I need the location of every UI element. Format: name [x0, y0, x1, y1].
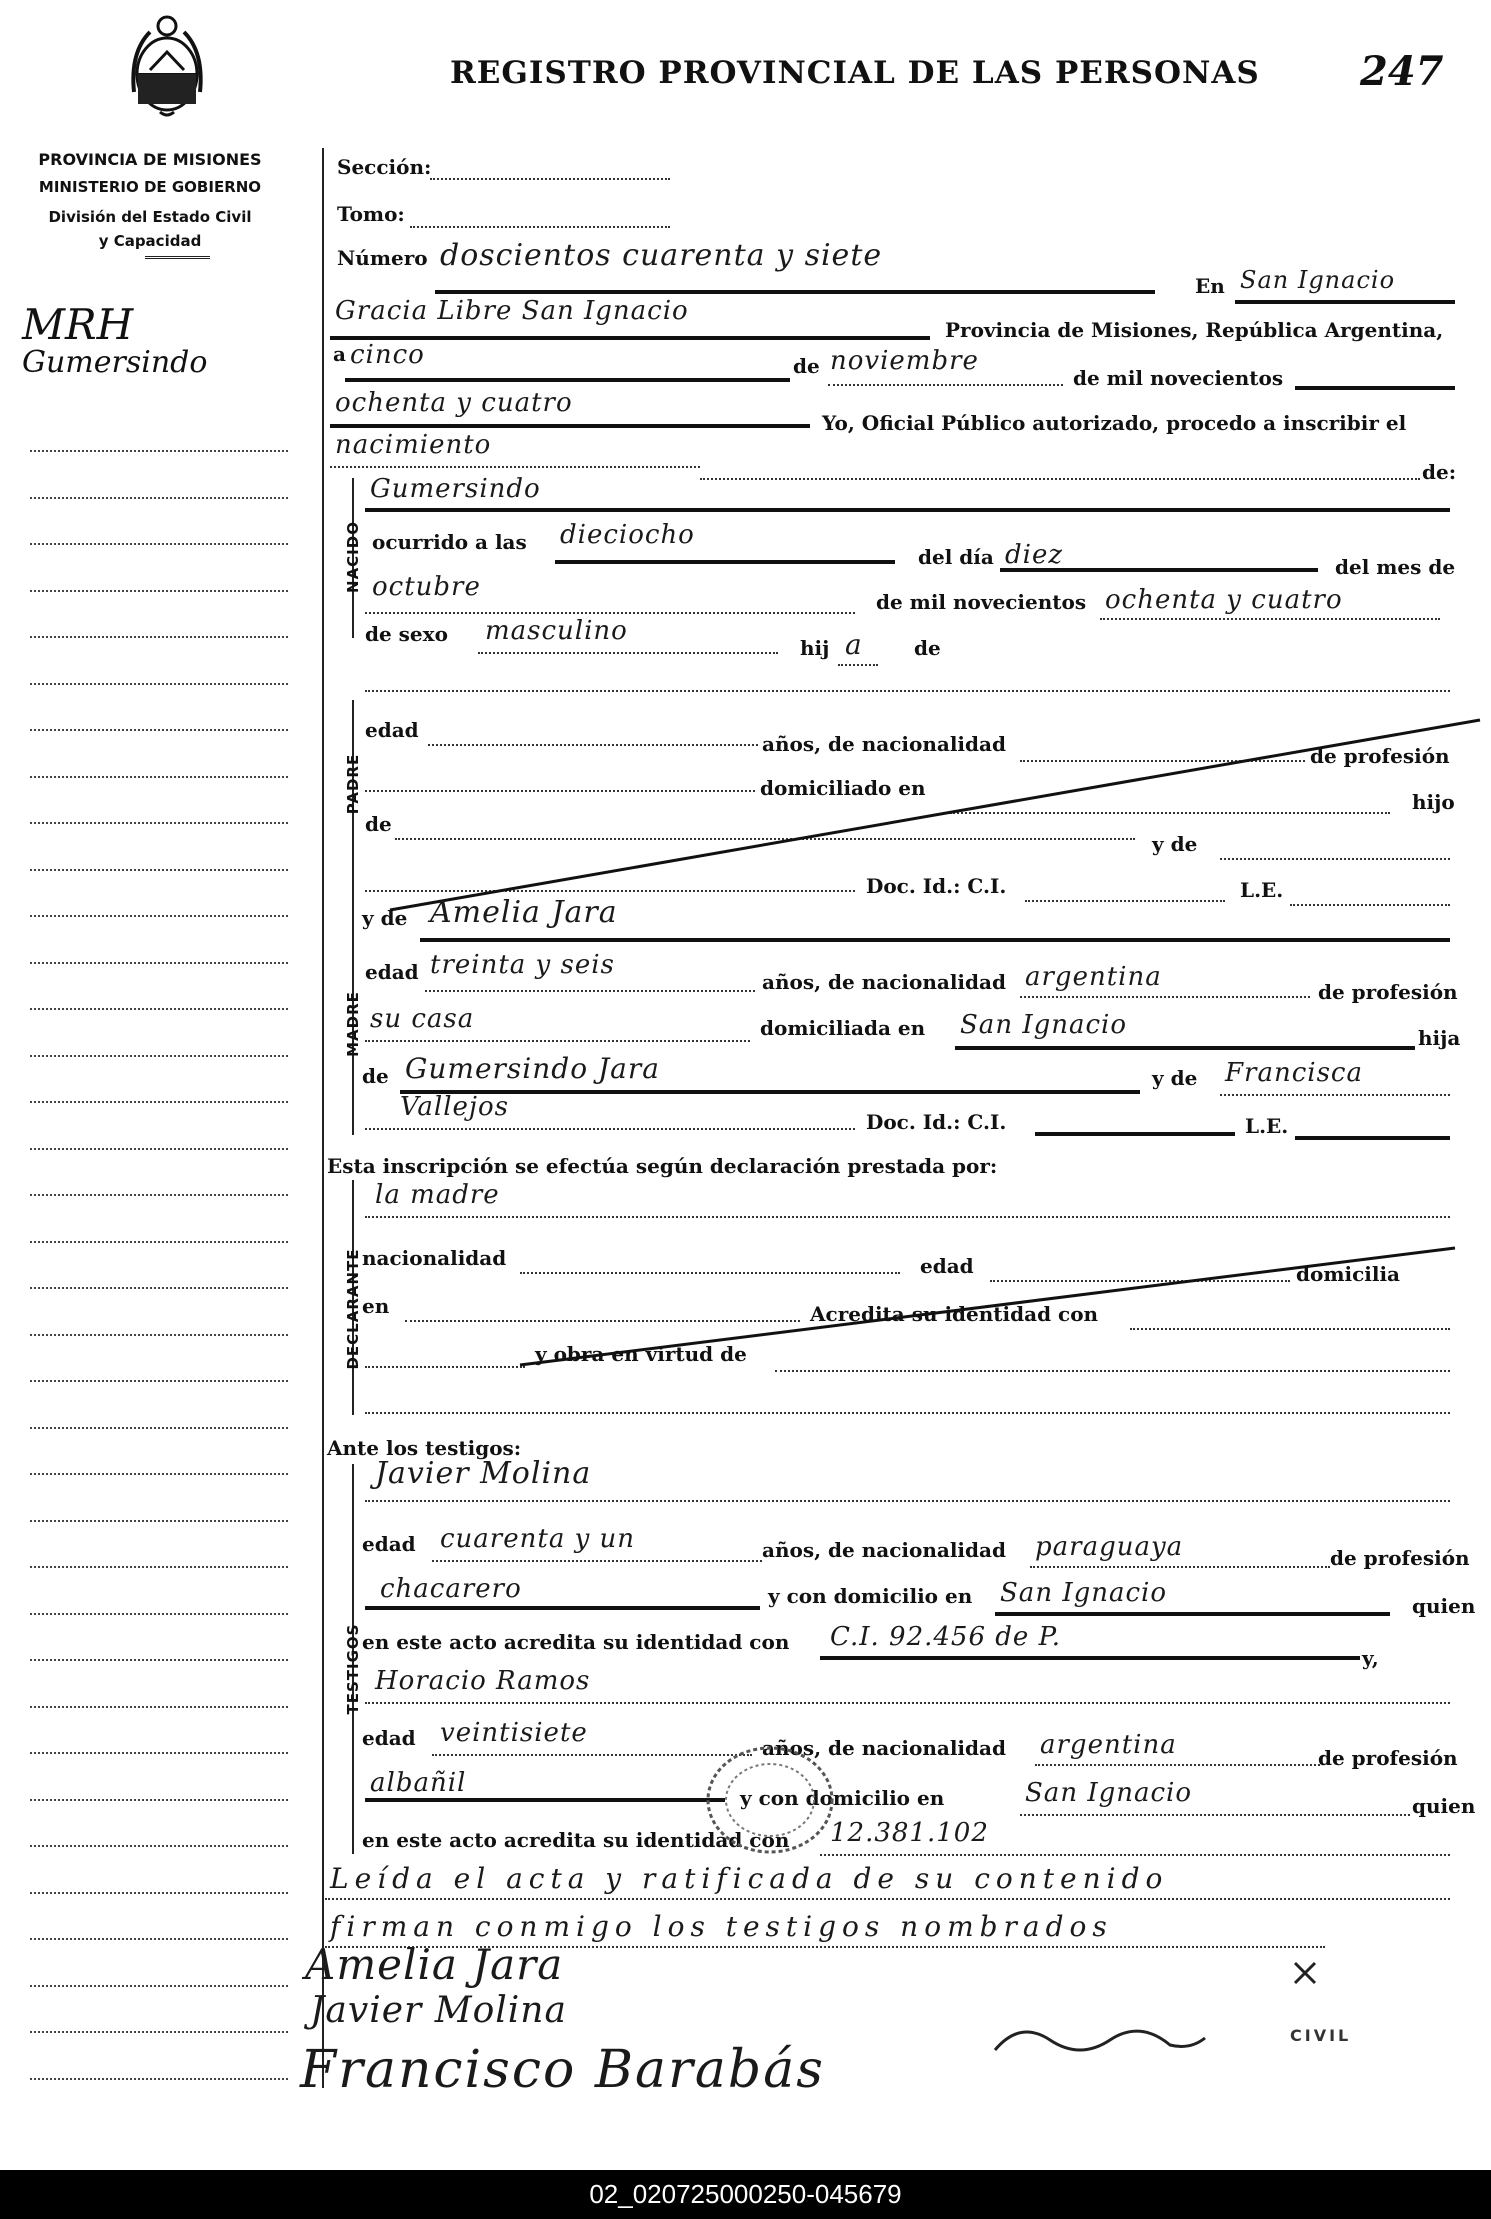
testigo1-nac-value: paraguaya	[1035, 1532, 1184, 1562]
declarante-acredita-label: Acredita su identidad con	[810, 1302, 1099, 1326]
coat-of-arms-emblem	[120, 12, 215, 120]
madre-ci-field[interactable]	[1035, 1132, 1235, 1136]
org-line-capacity: y Capacidad	[98, 232, 202, 250]
anio-value: ochenta y cuatro	[335, 388, 573, 418]
padre-doc-label: Doc. Id.: C.I.	[866, 874, 1007, 898]
yo-oficial-label: Yo, Oficial Público autorizado, procedo a inscribir el	[822, 411, 1407, 435]
dia-nac-field[interactable]	[1000, 568, 1318, 572]
en-field[interactable]	[1235, 300, 1455, 304]
padre-anos-label: años, de nacionalidad	[762, 732, 1006, 756]
provincia-label: Provincia de Misiones, República Argentina,	[945, 318, 1444, 342]
de-label: de	[793, 354, 820, 378]
hij-value: a	[845, 628, 863, 661]
testigo2-edad-label: edad	[362, 1726, 416, 1750]
madre-dom-value: San Ignacio	[960, 1010, 1128, 1040]
numero-value: doscientos cuarenta y siete	[440, 238, 883, 273]
testigo2-dom-value: San Ignacio	[1025, 1778, 1193, 1808]
mes-nac-value: octubre	[372, 572, 481, 602]
signature-oficial: Francisco Barabás	[300, 2040, 825, 2100]
testigo2-quien-label: quien	[1412, 1794, 1476, 1818]
mes-value: noviembre	[830, 346, 979, 376]
madre-edad-value: treinta y seis	[430, 950, 615, 980]
hora-field[interactable]	[555, 560, 895, 564]
margin-ruled-line	[30, 1334, 288, 1336]
margin-ruled-line	[30, 543, 288, 545]
margin-ruled-line	[30, 962, 288, 964]
margin-ruled-line	[30, 2031, 288, 2033]
margin-ruled-line	[30, 1194, 288, 1196]
margin-ruled-line	[30, 822, 288, 824]
madre-edad-field[interactable]	[425, 990, 755, 992]
testigo1-dom-field[interactable]	[995, 1612, 1390, 1616]
madre-edad-label: edad	[365, 960, 419, 984]
madre-nombre-value: Amelia Jara	[430, 895, 618, 930]
margin-ruled-line	[30, 1055, 288, 1057]
acta-field-tail[interactable]	[700, 478, 1420, 480]
section-testigos: TESTIGOS	[344, 1623, 362, 1715]
dia-field[interactable]	[345, 378, 790, 382]
mil-nov-label: de mil novecientos	[876, 590, 1087, 614]
madre-nac-field[interactable]	[1020, 996, 1310, 998]
madre-prof-value: su casa	[370, 1004, 475, 1034]
margin-ruled-line	[30, 1520, 288, 1522]
madre-le-field[interactable]	[1295, 1136, 1450, 1140]
anio-nac-value: ochenta y cuatro	[1105, 585, 1343, 615]
tomo-field[interactable]	[410, 226, 670, 228]
testigo1-doc-field[interactable]	[820, 1656, 1360, 1660]
madre-doc-line[interactable]	[365, 1128, 855, 1130]
org-line-province: PROVINCIA DE MISIONES	[38, 150, 262, 169]
margin-ruled-line	[30, 915, 288, 917]
margin-ruled-line	[30, 729, 288, 731]
mil-novecientos-label: de mil novecientos	[1073, 366, 1284, 390]
declarante-edad-label: edad	[920, 1254, 974, 1278]
margin-ruled-line	[30, 1752, 288, 1754]
testigo1-acredita-label: en este acto acredita su identidad con	[362, 1630, 790, 1654]
madre-madre-field[interactable]	[1220, 1094, 1450, 1096]
anio-nac-field[interactable]	[1100, 618, 1440, 620]
margin-ruled-line	[30, 776, 288, 778]
madre-padre-field[interactable]	[400, 1090, 1140, 1094]
testigo1-doc-value: C.I. 92.456 de P.	[830, 1622, 1062, 1652]
testigo2-anos-label: años, de nacionalidad	[762, 1736, 1006, 1760]
declarante-strike-line	[500, 1240, 1470, 1380]
section-padre: PADRE	[344, 753, 362, 815]
madre-y-de-label: y de	[362, 906, 408, 930]
signature-testigo: Javier Molina	[310, 1990, 567, 2031]
padre-de-label: de	[365, 812, 392, 836]
ocurrido-label: ocurrido a las	[372, 530, 527, 554]
official-seal-stamp	[700, 1740, 840, 1860]
testigo1-edad-label: edad	[362, 1532, 416, 1556]
declarante-en-label: en	[362, 1294, 390, 1318]
testigo2-domicilio-label: y con domicilio en	[740, 1786, 945, 1810]
madre-doc-label: Doc. Id.: C.I.	[866, 1110, 1007, 1134]
testigo1-profesion-label: de profesión	[1330, 1546, 1470, 1570]
padre-le-label: L.E.	[1240, 878, 1284, 902]
stamp-scribble	[990, 2010, 1210, 2070]
madre-nac-value: argentina	[1025, 962, 1162, 992]
padre-profesion-label: de profesión	[1310, 744, 1450, 768]
madre-dom-field[interactable]	[955, 1046, 1415, 1050]
madre-hija-label: hija	[1418, 1026, 1461, 1050]
testigo1-value: Javier Molina	[375, 1456, 592, 1491]
page-number: 247	[1360, 48, 1444, 95]
stamp-text: CIVIL	[1290, 2026, 1352, 2045]
testigo2-value: Horacio Ramos	[375, 1666, 591, 1696]
acta-value: nacimiento	[335, 430, 492, 460]
signature-madre: Amelia Jara	[305, 1940, 564, 1989]
margin-ruled-line	[30, 1241, 288, 1243]
filler-line-1	[365, 690, 1450, 692]
ante-testigos-label: Ante los testigos:	[327, 1436, 522, 1460]
en-label: En	[1195, 274, 1225, 298]
section-nacido: NACIDO	[344, 521, 362, 593]
testigo1-anos-label: años, de nacionalidad	[762, 1538, 1006, 1562]
nombre-value: Gumersindo	[370, 474, 541, 504]
closing-note-1: Leída el acta y ratificada de su contenido	[330, 1862, 1169, 1895]
padre-y-de-label: y de	[1152, 832, 1198, 856]
margin-ruled-line	[30, 1008, 288, 1010]
closing-line-1	[325, 1898, 1450, 1900]
testigo1-nac-field[interactable]	[1030, 1566, 1330, 1568]
padre-edad-label: edad	[365, 718, 419, 742]
testigo1-prof-value: chacarero	[380, 1574, 522, 1604]
org-line-division: División del Estado Civil	[48, 208, 252, 226]
testigo1-domicilio-label: y con domicilio en	[768, 1584, 973, 1608]
margin-ruled-line	[30, 869, 288, 871]
testigo1-edad-field[interactable]	[432, 1560, 762, 1562]
de-colon-label: de:	[1422, 460, 1457, 484]
declarante-value: la madre	[375, 1180, 500, 1210]
madre-madre-value: Francisca	[1225, 1058, 1363, 1088]
testigo2-field[interactable]	[365, 1702, 1450, 1704]
hij-label: hij	[800, 636, 830, 660]
margin-ruled-line	[30, 1799, 288, 1801]
margin-ruled-line	[30, 1380, 288, 1382]
sexo-label: de sexo	[365, 622, 448, 646]
seccion-field[interactable]	[430, 178, 670, 180]
madre-anos-label: años, de nacionalidad	[762, 970, 1006, 994]
closing-note-2: firman conmigo los testigos nombrados	[330, 1910, 1113, 1943]
lugar-value: Gracia Libre San Ignacio	[335, 296, 689, 326]
margin-ruled-line	[30, 590, 288, 592]
seccion-label: Sección:	[337, 155, 432, 179]
madre-profesion-label: de profesión	[1318, 980, 1458, 1004]
cross-mark	[1290, 1958, 1320, 1988]
testigo1-quien-label: quien	[1412, 1594, 1476, 1618]
padre-domiciliado-label: domiciliado en	[760, 776, 926, 800]
margin-ruled-line	[30, 1845, 288, 1847]
margin-ruled-line	[30, 1101, 288, 1103]
madre-prof-field[interactable]	[365, 1040, 750, 1042]
testigo2-doc-field[interactable]	[820, 1854, 1450, 1856]
margin-ruled-line	[30, 1427, 288, 1429]
margin-ruled-line	[30, 1566, 288, 1568]
margin-ruled-line	[30, 1659, 288, 1661]
section-madre: MADRE	[344, 991, 362, 1057]
margin-note-name: Gumersindo	[22, 345, 208, 380]
declarante-nac-label: nacionalidad	[362, 1246, 507, 1270]
margin-ruled-line	[30, 1287, 288, 1289]
document-id-footer: 02_020725000250-045679	[0, 2170, 1491, 2219]
margin-ruled-line	[30, 1938, 288, 1940]
esta-inscripcion-label: Esta inscripción se efectúa según declaración prestada por:	[327, 1154, 998, 1178]
document-title: REGISTRO PROVINCIAL DE LAS PERSONAS	[450, 55, 1260, 91]
a-label: a	[333, 342, 346, 366]
mes-field[interactable]	[828, 384, 1063, 386]
testigo2-doc-value: 12.381.102	[830, 1818, 989, 1848]
margin-ruled-line	[30, 1892, 288, 1894]
tomo-label: Tomo:	[337, 202, 405, 226]
declarante-domicilia-label: domicilia	[1296, 1262, 1401, 1286]
testigo2-dom-field[interactable]	[1020, 1814, 1410, 1816]
margin-ruled-line	[30, 683, 288, 685]
dia-value: cinco	[350, 340, 425, 370]
testigo1-prof-field[interactable]	[365, 1606, 760, 1610]
testigo1-field[interactable]	[365, 1500, 1450, 1502]
testigo2-prof-value: albañil	[370, 1768, 467, 1798]
acta-field[interactable]	[330, 466, 700, 468]
margin-ruled-line	[30, 497, 288, 499]
hora-value: dieciocho	[560, 520, 695, 550]
en-value: San Ignacio	[1240, 266, 1396, 294]
testigo2-nac-field[interactable]	[1035, 1764, 1320, 1766]
del-dia-label: del día	[918, 545, 994, 569]
margin-divider	[322, 148, 324, 2088]
hij-de-label: de	[914, 636, 941, 660]
margin-note	[22, 300, 207, 380]
declarante-field[interactable]	[365, 1216, 1450, 1218]
madre-domiciliada-label: domiciliada en	[760, 1016, 926, 1040]
madre-padre-value: Gumersindo Jara	[405, 1052, 660, 1085]
madre-le-label: L.E.	[1245, 1114, 1289, 1138]
anio-field[interactable]	[330, 424, 810, 428]
anio-field-tail[interactable]	[1295, 386, 1455, 390]
mes-nac-field[interactable]	[365, 612, 855, 614]
testigo1-dom-value: San Ignacio	[1000, 1578, 1168, 1608]
testigo2-prof-field[interactable]	[365, 1798, 725, 1802]
margin-ruled-line	[30, 1148, 288, 1150]
testigo2-nac-value: argentina	[1040, 1730, 1177, 1760]
sexo-field[interactable]	[478, 652, 778, 654]
testigo2-profesion-label: de profesión	[1318, 1746, 1458, 1770]
margin-note-code: MRH	[22, 300, 134, 349]
margin-ruled-line	[30, 2078, 288, 2080]
testigo2-edad-value: veintisiete	[440, 1718, 588, 1748]
margin-ruled-line	[30, 1706, 288, 1708]
madre-nombre-field[interactable]	[420, 938, 1450, 942]
margin-ruled-line	[30, 636, 288, 638]
madre-y-de2-label: y de	[1152, 1066, 1198, 1090]
sexo-value: masculino	[485, 616, 628, 646]
margin-ruled-line	[30, 1613, 288, 1615]
margin-ruled-line	[30, 450, 288, 452]
padre-hijo-label: hijo	[1412, 790, 1455, 814]
numero-label: Número	[337, 246, 428, 270]
madre-madre2-value: Vallejos	[400, 1092, 509, 1122]
section-declarante: DECLARANTE	[344, 1248, 362, 1370]
filler-line-2	[365, 1412, 1450, 1414]
dia-nac-value: diez	[1005, 540, 1064, 570]
del-mes-label: del mes de	[1335, 555, 1456, 579]
margin-ruled-line	[30, 1473, 288, 1475]
testigo2-acredita-label: en este acto acredita su identidad con	[362, 1828, 790, 1852]
margin-ruled-line	[30, 1985, 288, 1987]
hij-field[interactable]	[838, 664, 878, 666]
madre-de-label: de	[362, 1064, 389, 1088]
numero-field[interactable]	[435, 290, 1155, 294]
testigo1-edad-value: cuarenta y un	[440, 1524, 636, 1554]
org-line-ministry: MINISTERIO DE GOBIERNO	[38, 178, 262, 196]
declarante-obra-label: y obra en virtud de	[535, 1342, 747, 1366]
testigo1-y-label: y,	[1362, 1646, 1379, 1670]
nombre-field[interactable]	[365, 508, 1450, 512]
